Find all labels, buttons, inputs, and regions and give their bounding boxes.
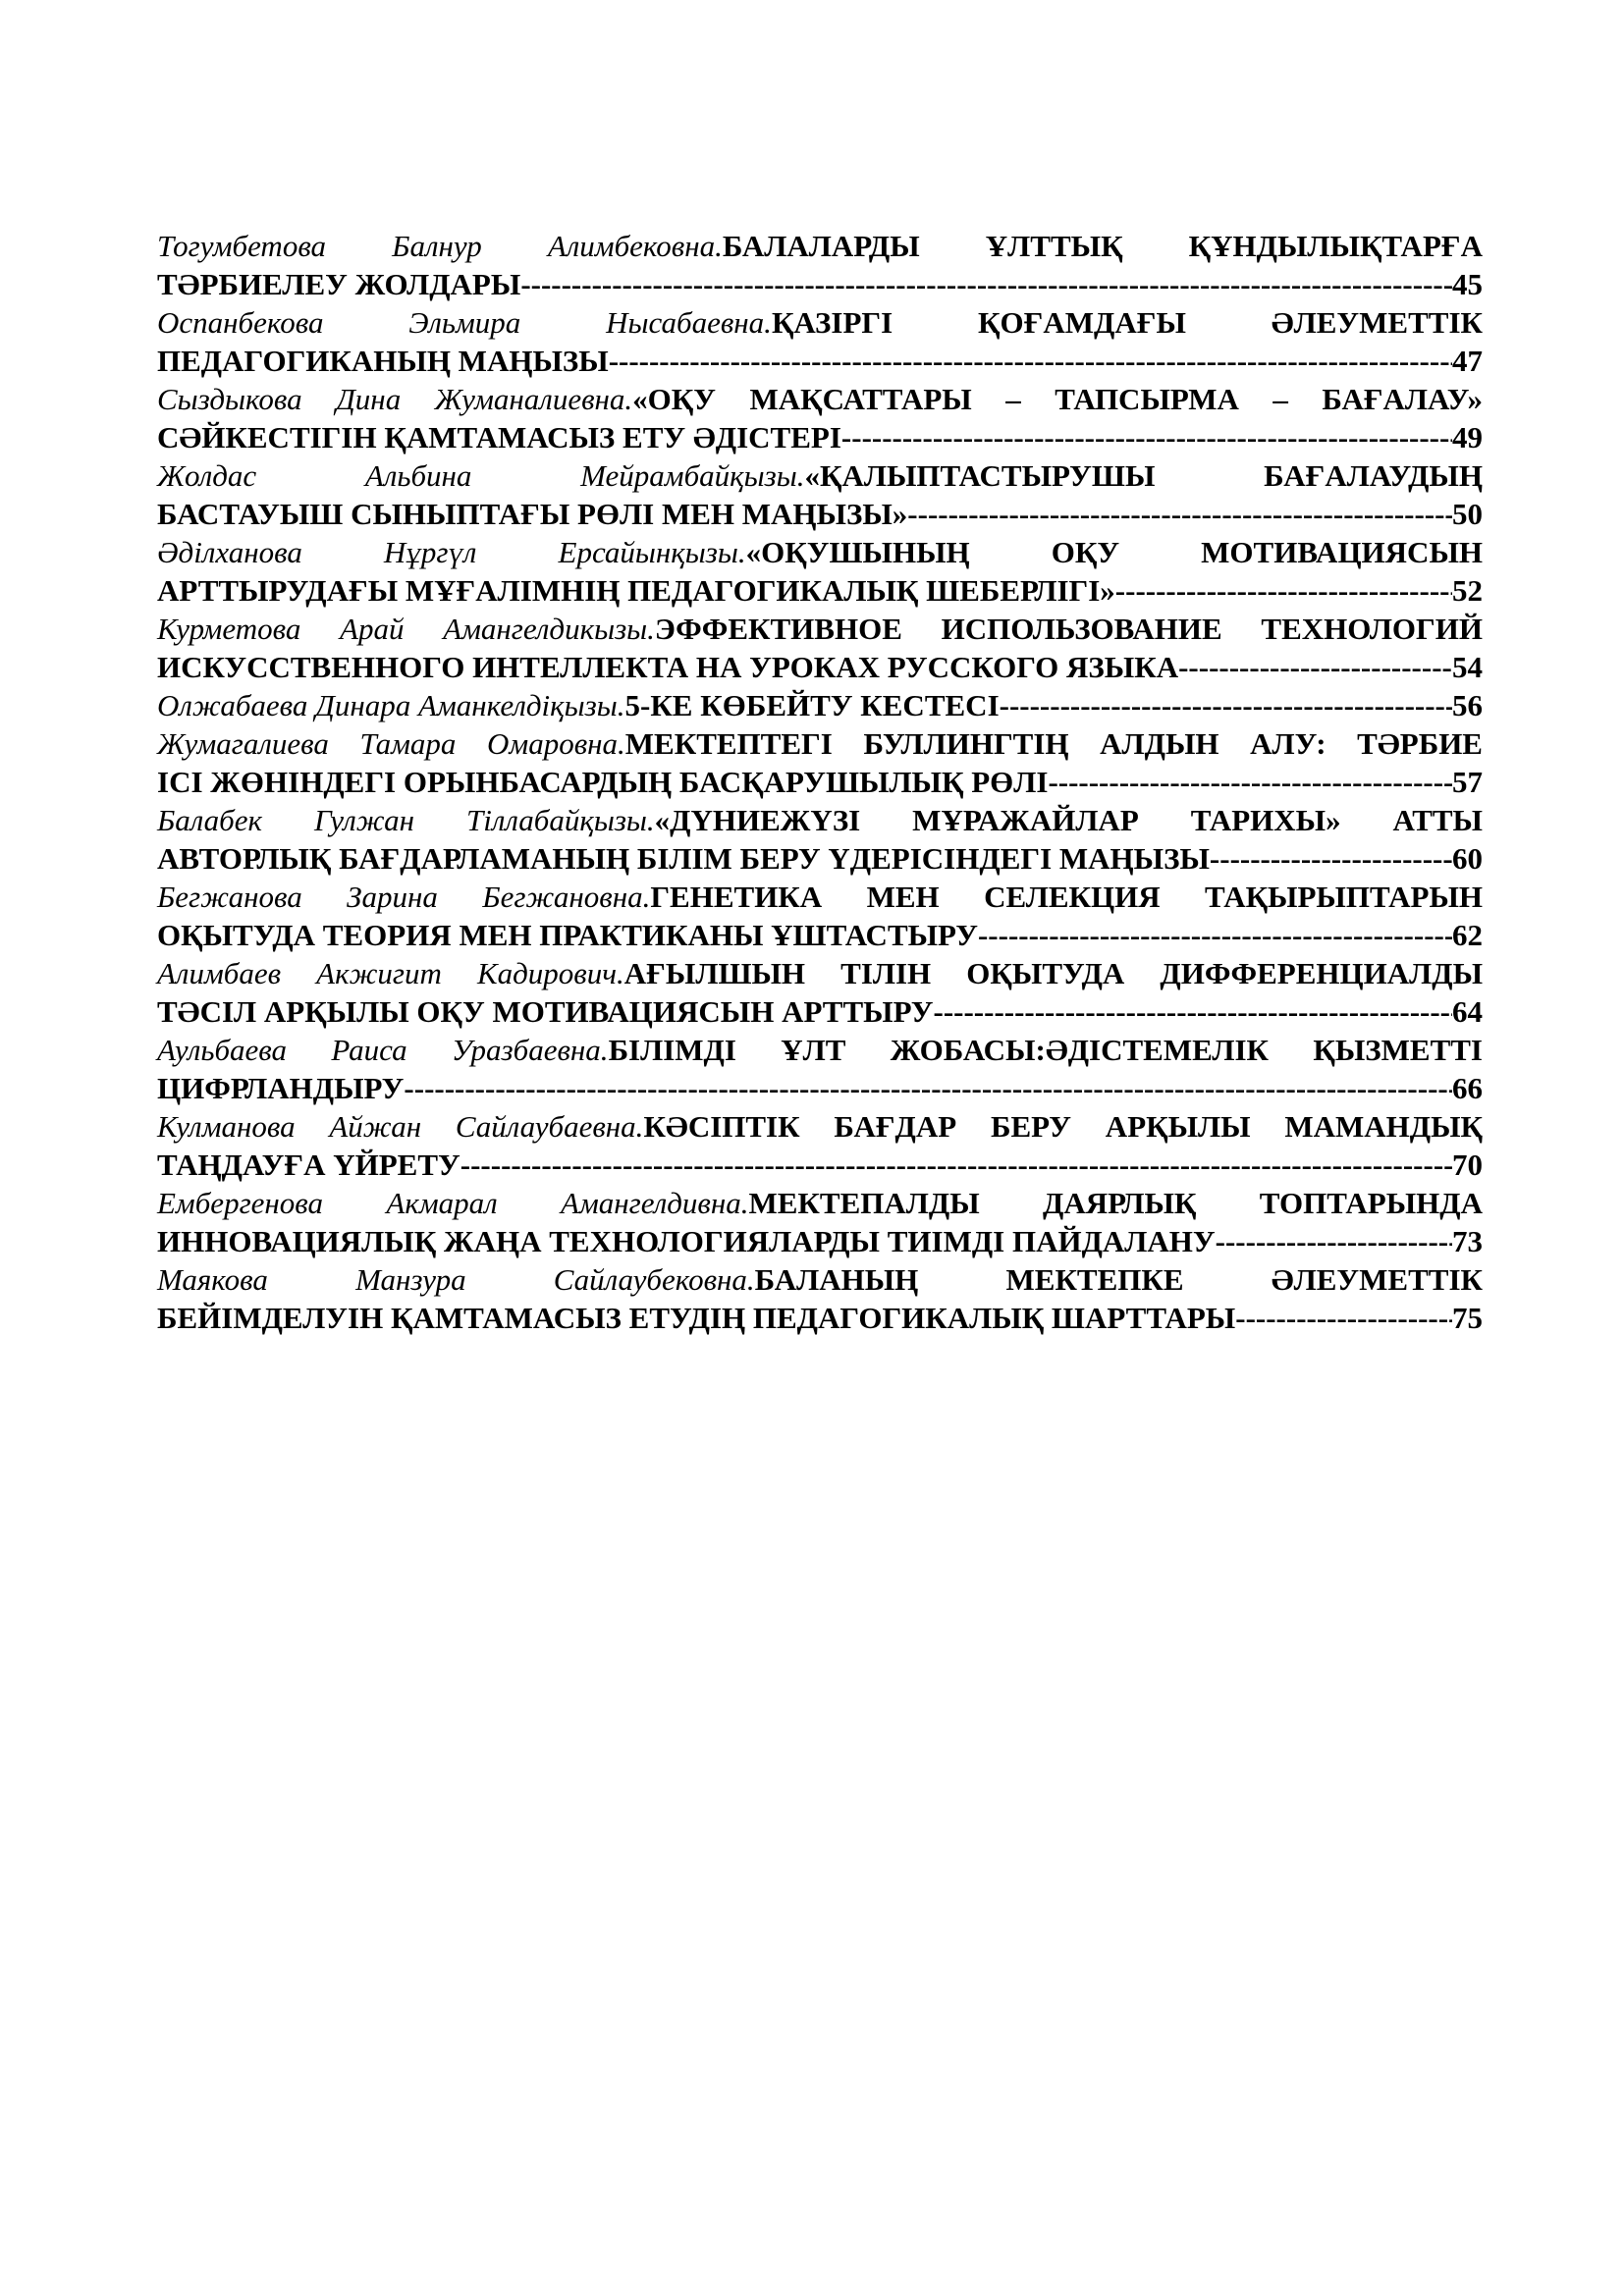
toc-entry	[157, 801, 1483, 878]
toc-entry-line	[157, 227, 1483, 265]
toc-entry-line	[157, 1184, 1483, 1222]
table-of-contents	[157, 227, 1483, 1337]
leader-dashes	[907, 495, 1452, 533]
toc-entry-line	[157, 1222, 1483, 1260]
toc-entry-line	[157, 418, 1483, 456]
toc-title-continued: ТАҢДАУҒА ҮЙРЕТУ	[157, 1148, 460, 1182]
leader-dashes	[1048, 763, 1452, 801]
toc-author: Кулманова Айжан Сайлаубаевна.	[157, 1109, 644, 1144]
toc-entry-line	[157, 610, 1483, 648]
toc-title: ЭФФЕКТИВНОЕ ИСПОЛЬЗОВАНИЕ ТЕХНОЛОГИЙ	[654, 612, 1483, 646]
toc-author: Балабек Гулжан Тіллабайқызы.	[157, 803, 655, 837]
toc-title: БАЛАЛАРДЫ ҰЛТТЫҚ ҚҰНДЫЛЫҚТАРҒА	[722, 229, 1483, 263]
toc-page-number: 56	[1452, 688, 1483, 722]
leader-dashes	[404, 1069, 1452, 1107]
toc-entry	[157, 380, 1483, 456]
toc-title: «ОҚУ МАҚСАТТАРЫ – ТАПСЫРМА – БАҒАЛАУ»	[632, 382, 1483, 416]
toc-title: «ОҚУШЫНЫҢ ОҚУ МОТИВАЦИЯСЫН	[745, 535, 1483, 569]
toc-page-number: 62	[1452, 918, 1483, 952]
toc-title-continued: АРТТЫРУДАҒЫ МҰҒАЛІМНІҢ ПЕДАГОГИКАЛЫҚ ШЕБЕРЛІГІ»	[157, 573, 1115, 608]
toc-entry	[157, 878, 1483, 954]
toc-title: БАЛАНЫҢ МЕКТЕПКЕ ӘЛЕУМЕТТІК	[754, 1262, 1484, 1297]
toc-author: Ембергенова Акмарал Амангелдивна.	[157, 1186, 749, 1220]
toc-entry	[157, 1031, 1483, 1107]
toc-entry-line	[157, 954, 1483, 992]
leader-dashes	[978, 916, 1452, 954]
toc-entry-line	[157, 1260, 1483, 1299]
toc-title-continued: БЕЙІМДЕЛУІН ҚАМТАМАСЫЗ ЕТУДІҢ ПЕДАГОГИКАЛЫҚ ШАРТТАРЫ	[157, 1301, 1236, 1335]
toc-title: 5-КЕ КӨБЕЙТУ КЕСТЕСІ	[624, 688, 1000, 722]
toc-entry	[157, 303, 1483, 380]
toc-title: МЕКТЕПАЛДЫ ДАЯРЛЫҚ ТОПТАРЫНДА	[748, 1186, 1484, 1220]
toc-title: ҚАЗІРГІ ҚОҒАМДАҒЫ ӘЛЕУМЕТТІК	[771, 305, 1483, 340]
toc-author: Сыздыкова Дина Жуманалиевна.	[157, 382, 633, 416]
toc-entry-line	[157, 916, 1483, 954]
toc-entry	[157, 227, 1483, 303]
toc-entry-line	[157, 1031, 1483, 1069]
toc-entry-line	[157, 648, 1483, 686]
toc-author: Әділханова Нұргүл Ерсайынқызы.	[157, 535, 746, 569]
toc-entry-line	[157, 495, 1483, 533]
leader-dashes	[1115, 571, 1452, 610]
leader-dashes	[460, 1146, 1452, 1184]
toc-entry-line	[157, 992, 1483, 1031]
toc-entry-line	[157, 724, 1483, 763]
toc-title: АҒЫЛШЫН ТІЛІН ОҚЫТУДА ДИФФЕРЕНЦИАЛДЫ	[623, 956, 1484, 990]
toc-entry-line	[157, 839, 1483, 878]
toc-entry	[157, 1260, 1483, 1337]
toc-page-number: 66	[1452, 1071, 1483, 1105]
leader-dashes	[1000, 686, 1452, 724]
toc-entry	[157, 456, 1483, 533]
leader-dashes	[1216, 1222, 1452, 1260]
toc-page-number: 52	[1452, 573, 1483, 608]
toc-author: Маякова Манзура Сайлаубековна.	[157, 1262, 755, 1297]
toc-title: ГЕНЕТИКА МЕН СЕЛЕКЦИЯ ТАҚЫРЫПТАРЫН	[650, 880, 1483, 914]
toc-entry	[157, 610, 1483, 686]
toc-entry-line	[157, 342, 1483, 380]
toc-page-number: 60	[1452, 841, 1483, 876]
leader-dashes	[1235, 1299, 1452, 1337]
toc-entry	[157, 954, 1483, 1031]
toc-author: Бегжанова Зарина Бегжановна.	[157, 880, 651, 914]
toc-entry-line	[157, 571, 1483, 610]
toc-author: Оспанбекова Эльмира Нысабаевна.	[157, 305, 772, 340]
leader-dashes	[1178, 648, 1452, 686]
toc-entry-line	[157, 533, 1483, 571]
toc-title: БІЛІМДІ ҰЛТ ЖОБАСЫ:ӘДІСТЕМЕЛІК ҚЫЗМЕТТІ	[608, 1033, 1483, 1067]
leader-dashes	[1210, 839, 1452, 878]
toc-title-continued: БАСТАУЫШ СЫНЫПТАҒЫ РӨЛІ МЕН МАҢЫЗЫ»	[157, 497, 908, 531]
toc-author: Тогумбетова Балнур Алимбековна.	[157, 229, 723, 263]
leader-dashes	[934, 992, 1453, 1031]
toc-page-number: 73	[1452, 1224, 1483, 1258]
toc-entry-line	[157, 303, 1483, 342]
toc-title-continued: СӘЙКЕСТІГІН ҚАМТАМАСЫЗ ЕТУ ӘДІСТЕРІ	[157, 420, 841, 454]
toc-entry-line	[157, 1299, 1483, 1337]
toc-title: МЕКТЕПТЕГІ БУЛЛИНГТІҢ АЛДЫН АЛУ: ТӘРБИЕ	[624, 726, 1483, 761]
toc-title-continued: ТӘРБИЕЛЕУ ЖОЛДАРЫ	[157, 267, 521, 301]
toc-page-number: 50	[1452, 497, 1483, 531]
toc-entry-line	[157, 1146, 1483, 1184]
toc-entry-line	[157, 763, 1483, 801]
toc-entry	[157, 724, 1483, 801]
toc-entry	[157, 686, 1483, 724]
toc-page-number: 45	[1452, 267, 1483, 301]
toc-author: Жолдас Альбина Мейрамбайқызы.	[157, 458, 805, 493]
toc-entry-line	[157, 456, 1483, 495]
toc-title-continued: АВТОРЛЫҚ БАҒДАРЛАМАНЫҢ БІЛІМ БЕРУ ҮДЕРІСІНДЕГІ МАҢЫЗЫ	[157, 841, 1210, 876]
toc-author: Жумагалиева Тамара Омаровна.	[157, 726, 625, 761]
toc-title-continued: ИННОВАЦИЯЛЫҚ ЖАҢА ТЕХНОЛОГИЯЛАРДЫ ТИІМДІ ПАЙДАЛАНУ	[157, 1224, 1216, 1258]
toc-entry-line	[157, 801, 1483, 839]
toc-title: КӘСІПТІК БАҒДАР БЕРУ АРҚЫЛЫ МАМАНДЫҚ	[643, 1109, 1483, 1144]
toc-page-number: 64	[1452, 994, 1483, 1029]
toc-entry-line	[157, 380, 1483, 418]
toc-entry-line	[157, 1107, 1483, 1146]
toc-entry-line	[157, 686, 1483, 724]
toc-page-number: 47	[1452, 344, 1483, 378]
leader-dashes	[841, 418, 1452, 456]
leader-dashes	[609, 342, 1452, 380]
toc-title-continued: ПЕДАГОГИКАНЫҢ МАҢЫЗЫ	[157, 344, 609, 378]
toc-title: «ДҮНИЕЖҮЗІ МҰРАЖАЙЛАР ТАРИХЫ» АТТЫ	[654, 803, 1483, 837]
toc-page-number: 49	[1452, 420, 1483, 454]
toc-title: «ҚАЛЫПТАСТЫРУШЫ БАҒАЛАУДЫҢ	[804, 458, 1483, 493]
toc-entry	[157, 1184, 1483, 1260]
toc-author: Курметова Арай Амангелдикызы.	[157, 612, 655, 646]
toc-entry-line	[157, 878, 1483, 916]
toc-entry	[157, 1107, 1483, 1184]
toc-entry	[157, 533, 1483, 610]
toc-page-number: 57	[1452, 765, 1483, 799]
toc-page-number: 75	[1452, 1301, 1483, 1335]
toc-title-continued: ОҚЫТУДА ТЕОРИЯ МЕН ПРАКТИКАНЫ ҰШТАСТЫРУ	[157, 918, 978, 952]
toc-page-number: 70	[1452, 1148, 1483, 1182]
toc-entry-line	[157, 265, 1483, 303]
toc-author: Олжабаева Динара Аманкелдіқызы.	[157, 688, 625, 722]
toc-author: Алимбаев Акжигит Кадирович.	[157, 956, 624, 990]
leader-dashes	[520, 265, 1452, 303]
toc-title-continued: ИСКУССТВЕННОГО ИНТЕЛЛЕКТА НА УРОКАХ РУССКОГО ЯЗЫКА	[157, 650, 1179, 684]
toc-title-continued: ІСІ ЖӨНІНДЕГІ ОРЫНБАСАРДЫҢ БАСҚАРУШЫЛЫҚ РӨЛІ	[157, 765, 1049, 799]
toc-entry-line	[157, 1069, 1483, 1107]
toc-page-number: 54	[1452, 650, 1483, 684]
toc-title-continued: ТӘСІЛ АРҚЫЛЫ ОҚУ МОТИВАЦИЯСЫН АРТТЫРУ	[157, 994, 934, 1029]
toc-author: Аульбаева Раиса Уразбаевна.	[157, 1033, 609, 1067]
toc-title-continued: ЦИФРЛАНДЫРУ	[157, 1071, 405, 1105]
